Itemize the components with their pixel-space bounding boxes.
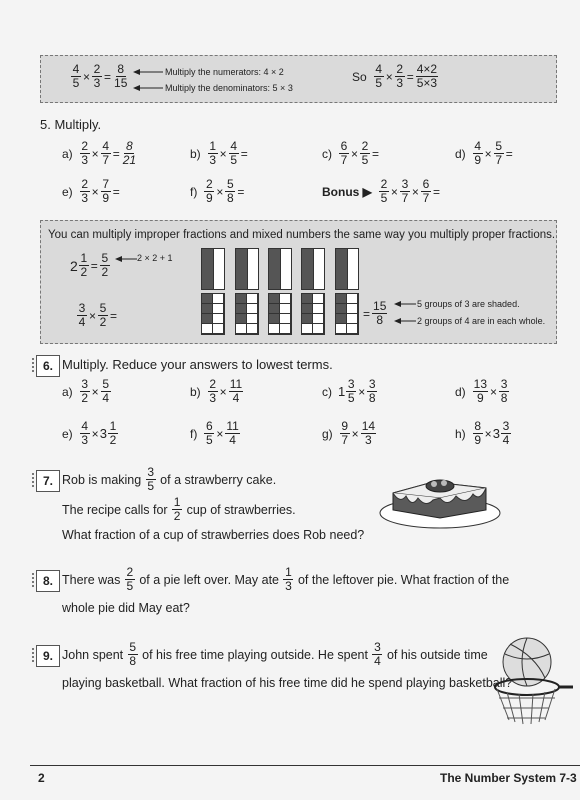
arrow-icon: [133, 66, 163, 96]
grid-cell: [347, 314, 358, 324]
question-number-7: 7.: [36, 470, 60, 492]
groups-note-1: 5 groups of 3 are shaded.: [417, 299, 520, 309]
numerator-note: Multiply the numerators: 4 × 2: [165, 67, 284, 77]
product-result: = $\frac{15}{8}$: [363, 299, 387, 327]
arrow-icon: [115, 253, 137, 265]
grid-cell: [269, 314, 280, 324]
grid-cell: [313, 304, 324, 314]
grid-cell: [213, 324, 224, 334]
q5-item-c: c) $\frac{6}{7}$ × $\frac{2}{5}$ =: [322, 139, 380, 167]
q7-line-1: Rob is making $\frac{3}{5}$ of a strawberry cake.: [62, 465, 277, 493]
q7-line-2: The recipe calls for $\frac{1}{2}$ cup of strawberries.: [62, 495, 296, 523]
grid-cell: [236, 304, 247, 314]
half-bar-3: [268, 248, 292, 290]
eighths-grid-3: [268, 293, 292, 335]
q6-item-g: g) $\frac{9}{7}$ × $\frac{14}{3}$: [322, 419, 376, 447]
q6-item-b: b) $\frac{2}{3}$ × $\frac{11}{4}$: [190, 377, 243, 405]
product-equation: $\frac{3}{4}$ × $\frac{5}{2}$ =: [78, 301, 118, 329]
grid-cell: [280, 304, 291, 314]
grid-cell: [302, 294, 313, 304]
example-equation: $\frac{4}{5}$ × $\frac{2}{3}$ = $\frac{8}{15}$: [72, 62, 128, 90]
grid-cell: [269, 324, 280, 334]
question-number-6: 6.: [36, 355, 60, 377]
grid-cell: [236, 324, 247, 334]
q6-item-h: h) $\frac{8}{9}$ × 3 $\frac{3}{4}$: [455, 419, 510, 447]
q5-item-f: f) $\frac{2}{9}$ × $\frac{5}{8}$ =: [190, 177, 245, 205]
grid-cell: [213, 314, 224, 324]
grid-cell: [347, 304, 358, 314]
denominator-note: Multiply the denominators: 5 × 3: [165, 83, 293, 93]
eighths-grid-1: [201, 293, 225, 335]
q5-bonus: Bonus ▶ $\frac{2}{5}$ × $\frac{3}{7}$ × $\frac{6}{7}$ =: [322, 177, 440, 205]
basketball-hoop-icon: [485, 632, 575, 727]
eighths-grid-4: [301, 293, 325, 335]
footer-rule: [30, 765, 580, 766]
grid-cell: [280, 324, 291, 334]
grid-cell: [347, 294, 358, 304]
q6-item-c: c) 1 $\frac{3}{5}$ × $\frac{3}{8}$: [322, 377, 376, 405]
half-bar-4: [301, 248, 325, 290]
grid-cell: [202, 314, 213, 324]
grid-cell: [302, 324, 313, 334]
page-number: 2: [38, 771, 45, 785]
q5-item-a: a) $\frac{2}{3}$ × $\frac{4}{7}$ = $\frac{8}{21}$: [62, 139, 137, 167]
question-number-8: 8.: [36, 570, 60, 592]
grid-cell: [313, 324, 324, 334]
grid-cell: [269, 294, 280, 304]
grid-cell: [202, 294, 213, 304]
grid-cell: [302, 314, 313, 324]
q6-item-a: a) $\frac{3}{2}$ × $\frac{5}{4}$: [62, 377, 110, 405]
q5-item-e: e) $\frac{2}{3}$ × $\frac{7}{9}$ =: [62, 177, 120, 205]
grid-cell: [247, 314, 258, 324]
grid-cell: [202, 324, 213, 334]
grid-cell: [269, 304, 280, 314]
strawberry-cake-icon: [378, 458, 503, 530]
q6-item-f: f) $\frac{6}{5}$ × $\frac{11}{4}$: [190, 419, 239, 447]
mixed-note: 2 × 2 + 1: [137, 253, 173, 263]
so-equation: So $\frac{4}{5}$ × $\frac{2}{3}$ = $\frac{4\times 2}{5\times 3}$: [352, 62, 438, 90]
grid-cell: [313, 294, 324, 304]
grid-cell: [280, 314, 291, 324]
grid-cell: [247, 294, 258, 304]
eighths-grid-2: [235, 293, 259, 335]
half-bar-2: [235, 248, 259, 290]
q5-item-d: d) $\frac{4}{9}$ × $\frac{5}{7}$ =: [455, 139, 513, 167]
q5-title: 5. Multiply.: [40, 117, 102, 132]
grid-cell: [213, 304, 224, 314]
q7-line-3: What fraction of a cup of strawberries does Rob need?: [62, 528, 365, 542]
q6-item-d: d) $\frac{13}{9}$ × $\frac{3}{8}$: [455, 377, 508, 405]
q9-line-2: playing basketball. What fraction of his free time did he spend playing basketball?: [62, 676, 513, 690]
groups-note-2: 2 groups of 4 are in each whole.: [417, 316, 546, 326]
q6-item-e: e) $\frac{4}{3}$ × 3 $\frac{1}{2}$: [62, 419, 117, 447]
grid-cell: [213, 294, 224, 304]
mixed-equation: 2 $\frac{1}{2}$ = $\frac{5}{2}$: [70, 251, 109, 279]
question-number-9: 9.: [36, 645, 60, 667]
grid-cell: [302, 304, 313, 314]
q8-line-1: There was $\frac{2}{5}$ of a pie left over. May ate $\frac{1}{3}$ of the leftover pie. What fraction of the: [62, 565, 510, 593]
q5-item-b: b) $\frac{1}{3}$ × $\frac{4}{5}$ =: [190, 139, 248, 167]
q8-line-2: whole pie did May eat?: [62, 601, 190, 615]
grid-cell: [280, 294, 291, 304]
chapter-title: The Number System 7-3: [440, 771, 577, 785]
grid-cell: [336, 324, 347, 334]
grid-cell: [336, 294, 347, 304]
half-bar-1: [201, 248, 225, 290]
box-heading: You can multiply improper fractions and mixed numbers the same way you multiply proper fractions.: [48, 229, 556, 241]
grid-cell: [347, 324, 358, 334]
grid-cell: [202, 304, 213, 314]
grid-cell: [236, 314, 247, 324]
grid-cell: [247, 324, 258, 334]
grid-cell: [336, 304, 347, 314]
q9-line-1: John spent $\frac{5}{8}$ of his free time playing outside. He spent $\frac{3}{4}$ of his outside time: [62, 640, 488, 668]
grid-cell: [247, 304, 258, 314]
half-bar-5: [335, 248, 359, 290]
grid-cell: [236, 294, 247, 304]
arrow-icon: [394, 298, 416, 328]
q6-title: Multiply. Reduce your answers to lowest terms.: [62, 357, 333, 372]
grid-cell: [313, 314, 324, 324]
eighths-grid-5: [335, 293, 359, 335]
grid-cell: [336, 314, 347, 324]
